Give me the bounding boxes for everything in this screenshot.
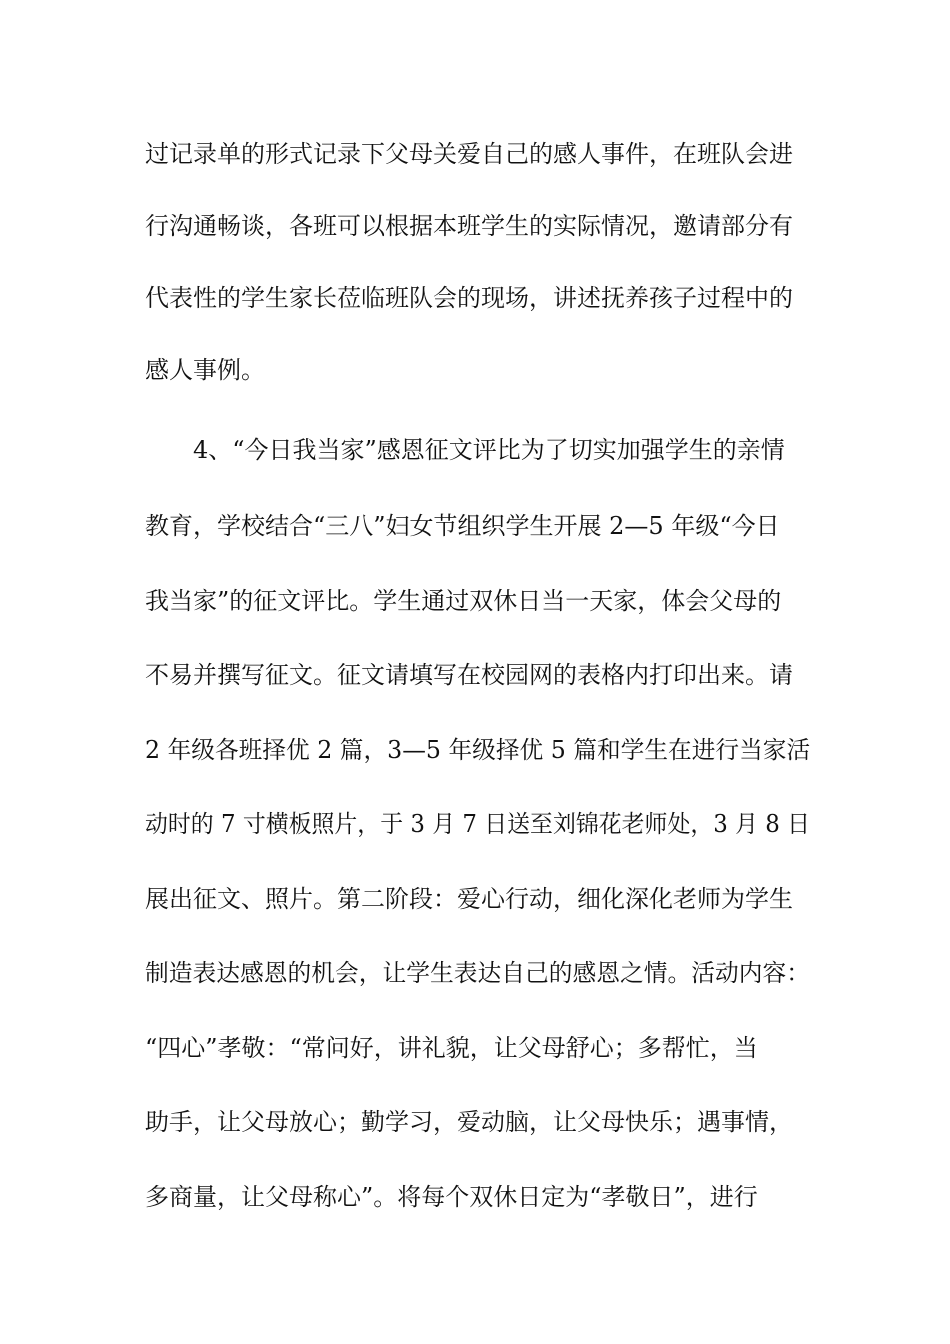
text-line: 教育，学校结合“三八”妇女节组织学生开展 2—5 年级“今日 (145, 512, 780, 540)
text-line: 感人事例。 (145, 356, 265, 384)
text-line: 4、“今日我当家”感恩征文评比为了切实加强学生的亲情 (193, 436, 785, 464)
text-line: 2 年级各班择优 2 篇，3—5 年级择优 5 篇和学生在进行当家活 (145, 736, 811, 764)
text-line: 动时的 7 寸横板照片，于 3 月 7 日送至刘锦花老师处，3 月 8 日 (145, 810, 811, 838)
text-line: 代表性的学生家长莅临班队会的现场，讲述抚养孩子过程中的 (145, 284, 793, 312)
text-line: 我当家”的征文评比。学生通过双休日当一天家，体会父母的 (145, 587, 782, 615)
text-line: 展出征文、照片。第二阶段：爱心行动，细化深化老师为学生 (145, 885, 793, 913)
text-line: 助手，让父母放心；勤学习，爱动脑，让父母快乐；遇事情， (145, 1108, 793, 1136)
text-line: 制造表达感恩的机会，让学生表达自己的感恩之情。活动内容： (145, 959, 810, 987)
text-line: 多商量，让父母称心”。将每个双休日定为“孝敬日”，进行 (145, 1183, 758, 1211)
text-line: 不易并撰写征文。征文请填写在校园网的表格内打印出来。请 (145, 661, 793, 689)
text-line: “四心”孝敬：“常问好，讲礼貌，让父母舒心；多帮忙，当 (145, 1034, 758, 1062)
text-line: 过记录单的形式记录下父母关爱自己的感人事件，在班队会进 (145, 140, 793, 168)
text-line: 行沟通畅谈，各班可以根据本班学生的实际情况，邀请部分有 (145, 212, 793, 240)
